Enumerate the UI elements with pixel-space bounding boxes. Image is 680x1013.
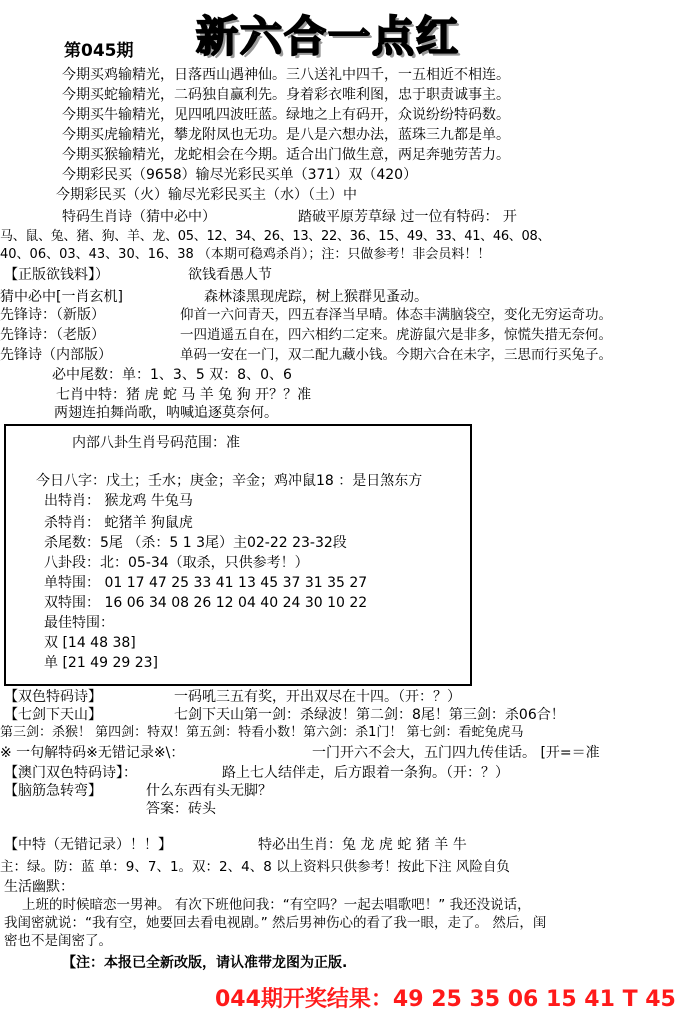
poem-line: 今期买蛇输精光，二码独自赢利先。身着彩衣唯利图，忠于职责诚事主。 — [62, 87, 510, 103]
xianfeng-text: 仰首一六问青天，四五春泽当早晴。体态丰满脑袋空，变化无穷运奇功。 — [180, 307, 612, 323]
naojin-question: 什么东西有头无脚？ — [146, 783, 272, 799]
zhengban-label: 【正版欲钱料】） — [4, 267, 109, 283]
naojin-answer: 答案：砖头 — [146, 801, 216, 817]
xianfeng-text: 单码一安在一门，双二配九藏小钱。今期六合在未字，三思而行买兔子。 — [180, 347, 612, 363]
youmo-row: 密也不是闺密了。 — [4, 933, 112, 949]
qixiao-line: 七肖中特：猪 虎 蛇 马 羊 兔 狗 开？？准 — [56, 387, 312, 403]
shuang-list: 双 [14 48 38] — [44, 635, 136, 651]
shuang-tewei: 双特围： 16 06 34 08 26 12 04 40 24 30 10 22 — [44, 595, 368, 611]
issue-number: 第045期 — [64, 41, 134, 61]
notice-line: 【注：本报已全新改版，请认准带龙图为正版. — [62, 955, 348, 971]
weishu-line: 必中尾数：单：1、3、5 双：8、0、6 — [52, 367, 292, 383]
tema-label: 特码生肖诗（猜中必中） — [62, 209, 216, 225]
shuangse-label: 【双色特码诗】 — [4, 689, 102, 705]
xianfeng-label: 先锋诗：（老版） — [0, 327, 105, 343]
box-title: 内部八卦生肖号码范围：准 — [72, 435, 240, 451]
bagua-duan: 八卦段：北：05-34（取杀，只供参考！） — [44, 555, 309, 571]
caizhong-text: 森林漆黑现虎踪，树上猴群见蚤动。 — [204, 289, 428, 305]
dan-tewei: 单特围： 01 17 47 25 33 41 13 45 37 31 35 27 — [44, 575, 368, 591]
aomen-text: 路上七人结伴走，后方跟着一条狗。（开：？） — [222, 765, 509, 781]
naojin-label: 【脑筋急转弯】 — [4, 783, 102, 799]
youmo-label: 生活幽默： — [4, 879, 74, 895]
sha-texiao: 杀特肖： 蛇猪羊 狗鼠虎 — [44, 515, 193, 531]
xianfeng-text: 一四逍遥五自在，四六相约二定来。虎游鼠穴是非多，惊慌失措无奈何。 — [180, 327, 612, 343]
qijian-row: 第三剑：杀猴！ 第四剑：特双！第五剑：特看小数！第六剑：杀1门！ 第七剑：看蛇兔虎马 — [0, 725, 524, 740]
shuangse-text: 一码吼三五有奖，开出双尽在十四。（开：？） — [174, 689, 461, 705]
caizhong-label: 猜中必中[一肖玄机] — [0, 289, 123, 305]
zuijia-tewei: 最佳特围： — [44, 615, 114, 631]
tema-numbers: 40、06、03、43、30、16、38 （本期可稳鸡杀肖）；注：只做参考！非会员料！！ — [0, 247, 491, 262]
sha-weishu: 杀尾数：5尾 （杀：5 1 3尾）主02-22 23-32段 — [44, 535, 347, 551]
youmo-row: 上班的时候暗恋一男神。 有次下班他问我：“有空吗？一起去唱歌吧！” 我还没说话， — [22, 897, 531, 913]
chu-texiao: 出特肖： 猴龙鸡 牛兔马 — [44, 493, 193, 509]
poem-line: 今期买鸡输精光，日落西山遇神仙。三八送礼中四千，一五相近不相连。 — [62, 67, 510, 83]
yijie-text: 一门开六不会大，五门四九传佳话。 [开=＝准 — [312, 745, 600, 761]
xianfeng-label: 先锋诗：（新版） — [0, 307, 105, 323]
liangchi-line: 两翅连拍舞尚歌，呐喊追逐莫奈何。 — [54, 405, 278, 421]
xianfeng-label: 先锋诗（内部版） — [0, 347, 112, 363]
lottery-result: 044期开奖结果：49 25 35 06 15 41 T 45 — [215, 987, 676, 1012]
zhongte-label: 【中特（无错记录）！！】 — [4, 837, 172, 853]
newspaper-title: 新六合一点红 — [196, 12, 461, 61]
zhongte-text: 特必出生肖：兔 龙 虎 蛇 猪 羊 牛 — [258, 837, 467, 853]
zhengban-text: 欲钱看愚人节 — [188, 267, 272, 283]
youmo-row: 我闺密就说：“我有空，她要回去看电视剧。” 然后男神伤心的看了我一眼，走了。 然后，闺 — [4, 915, 547, 931]
aomen-label: 【澳门双色特码诗】： — [4, 765, 137, 781]
tema-numbers: 马、鼠、兔、猪、狗、羊、龙、05、12、34、26、13、22、36、15、49、33、41、46、08、 — [0, 229, 551, 244]
poem-line: 今期买牛输精光，见四吼四波旺蓝。绿地之上有码开，众说纷纷特码数。 — [62, 107, 510, 123]
dan-list: 单 [21 49 29 23] — [44, 655, 158, 671]
poem-line: 今期买猴输精光，龙蛇相会在今期。适合出门做生意，两足奔驰劳苦力。 — [62, 147, 510, 163]
caimin-line: 今期彩民买（火）输尽光彩民买主（水）（土）中 — [56, 187, 357, 203]
yijie-label: ※ 一句解特码※无错记录※\： — [0, 745, 185, 761]
qijian-row: 七剑下天山第一剑：杀绿波！第二剑：8尾！第三剑：杀06合！ — [174, 707, 565, 723]
bazi-line: 今日八字：戊土；壬水；庚金；辛金；鸡冲鼠18 ：是日煞东方 — [36, 473, 423, 489]
qijian-label: 【七剑下天山】 — [4, 707, 102, 723]
caimin-line: 今期彩民买（9658）输尽光彩民买单（371）双（420） — [62, 167, 418, 183]
tema-poem: 踏破平原芳草绿 过一位有特码： 开 — [298, 209, 517, 225]
zhu-line: 主：绿。防：蓝 单：9、7、1。双：2、4、8 以上资料只供参考！按此下注 风险自负 — [0, 859, 510, 875]
poem-line: 今期买虎输精光，攀龙附凤也无功。是八是六想办法，蓝珠三九都是单。 — [62, 127, 510, 143]
